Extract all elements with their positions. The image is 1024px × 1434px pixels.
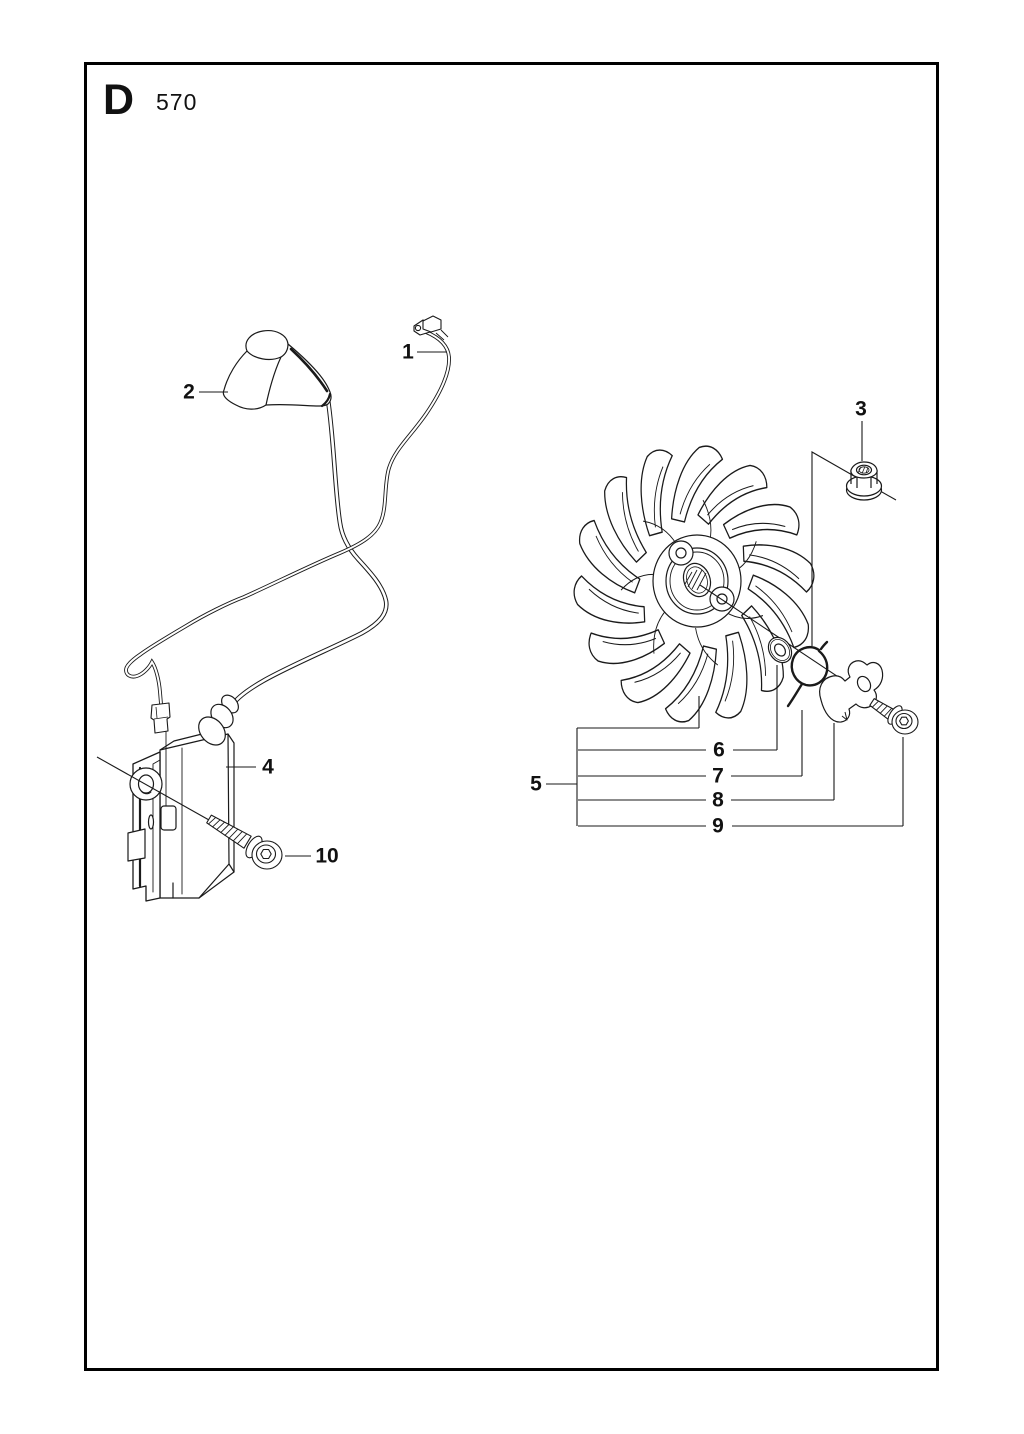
- callout-3: 3: [855, 397, 867, 421]
- ground-terminal-drawing: [151, 703, 170, 733]
- callout-leader-lines: [199, 352, 903, 856]
- callout-4: 4: [262, 755, 274, 779]
- flywheel-nut-drawing: [847, 462, 882, 500]
- ignition-module-drawing: [128, 692, 242, 901]
- model-number: 570: [156, 89, 198, 115]
- starter-pawl-drawing: [820, 661, 883, 722]
- flywheel-drawing: [559, 429, 829, 739]
- callout-9: 9: [712, 814, 724, 838]
- section-letter: D: [103, 76, 136, 124]
- pawl-screw-drawing: [869, 697, 918, 734]
- spark-plug-boot-drawing: [223, 331, 331, 410]
- callout-7: 7: [712, 764, 724, 788]
- callout-2: 2: [183, 380, 195, 404]
- callout-1: 1: [402, 340, 414, 364]
- ht-lead-wire: [231, 400, 386, 707]
- callout-10: 10: [315, 844, 339, 868]
- callout-6: 6: [713, 738, 725, 762]
- callout-8: 8: [712, 788, 724, 812]
- callout-5: 5: [530, 772, 542, 796]
